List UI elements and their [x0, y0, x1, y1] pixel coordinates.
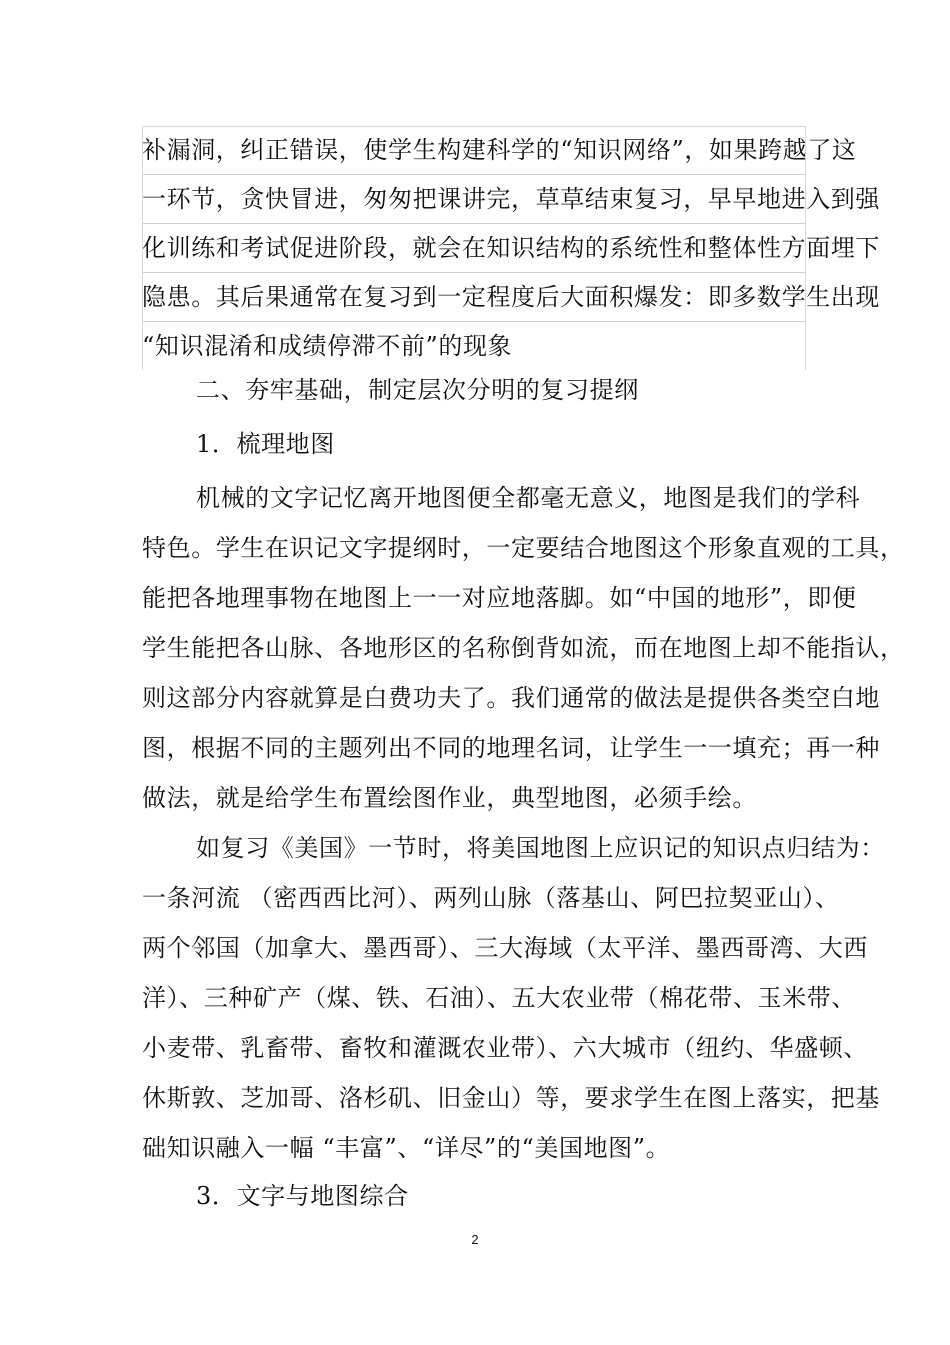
paragraph-line: 如复习《美国》一节时，将美国地图上应识记的知识点归结为： [196, 834, 885, 862]
paragraph-line: “知识混淆和成绩停滞不前”的现象 [142, 332, 513, 360]
paragraph-line: 洋）、三种矿产（煤、铁、石油）、五大农业带（棉花带、玉米带、 [142, 984, 856, 1012]
paragraph-line: 化训练和考试促进阶段，就会在知识结构的系统性和整体性方面埋下 [142, 224, 806, 273]
paragraph-line: 能把各地理事物在地图上一一对应地落脚。如“中国的地形”，即便 [142, 584, 857, 612]
paragraph-line: 机械的文字记忆离开地图便全都毫无意义，地图是我们的学科 [196, 484, 861, 512]
section-heading: 二、夯牢基础，制定层次分明的复习提纲 [196, 376, 639, 404]
subsection-heading: 3．文字与地图综合 [196, 1182, 409, 1210]
subsection-heading: 1．梳理地图 [196, 430, 335, 458]
paragraph-line: 特色。学生在识记文字提纲时，一定要结合地图这个形象直观的工具， [142, 534, 905, 562]
paragraph-line: 补漏洞，纠正错误，使学生构建科学的“知识网络”，如果跨越了这 [142, 126, 806, 175]
boxed-paragraph [142, 126, 880, 370]
paragraph-line: 做法，就是给学生布置绘图作业，典型地图，必须手绘。 [142, 784, 757, 812]
paragraph-line: 休斯敦、芝加哥、洛杉矶、旧金山）等，要求学生在图上落实，把基 [142, 1084, 880, 1112]
paragraph-line: 础知识融入一幅 “丰富”、“详尽”的“美国地图”。 [142, 1134, 671, 1162]
page-number: 2 [471, 1232, 479, 1247]
paragraph-line: 一条河流 （密西西比河）、两列山脉（落基山、阿巴拉契亚山）、 [142, 884, 840, 912]
paragraph-line: 图，根据不同的主题列出不同的地理名词，让学生一一填充；再一种 [142, 734, 880, 762]
paragraph-line: 小麦带、乳畜带、畜牧和灌溉农业带）、六大城市（纽约、华盛顿、 [142, 1034, 868, 1062]
paragraph-line: 则这部分内容就算是白费功夫了。我们通常的做法是提供各类空白地 [142, 684, 880, 712]
paragraph-line: 两个邻国（加拿大、墨西哥）、三大海域（太平洋、墨西哥湾、大西 [142, 934, 868, 962]
paragraph-line: 隐患。其后果通常在复习到一定程度后大面积爆发：即多数学生出现 [142, 273, 806, 322]
paragraph-line: 学生能把各山脉、各地形区的名称倒背如流，而在地图上却不能指认， [142, 634, 905, 662]
paragraph-line: 一环节，贪快冒进，匆匆把课讲完，草草结束复习，早早地进入到强 [142, 175, 806, 224]
